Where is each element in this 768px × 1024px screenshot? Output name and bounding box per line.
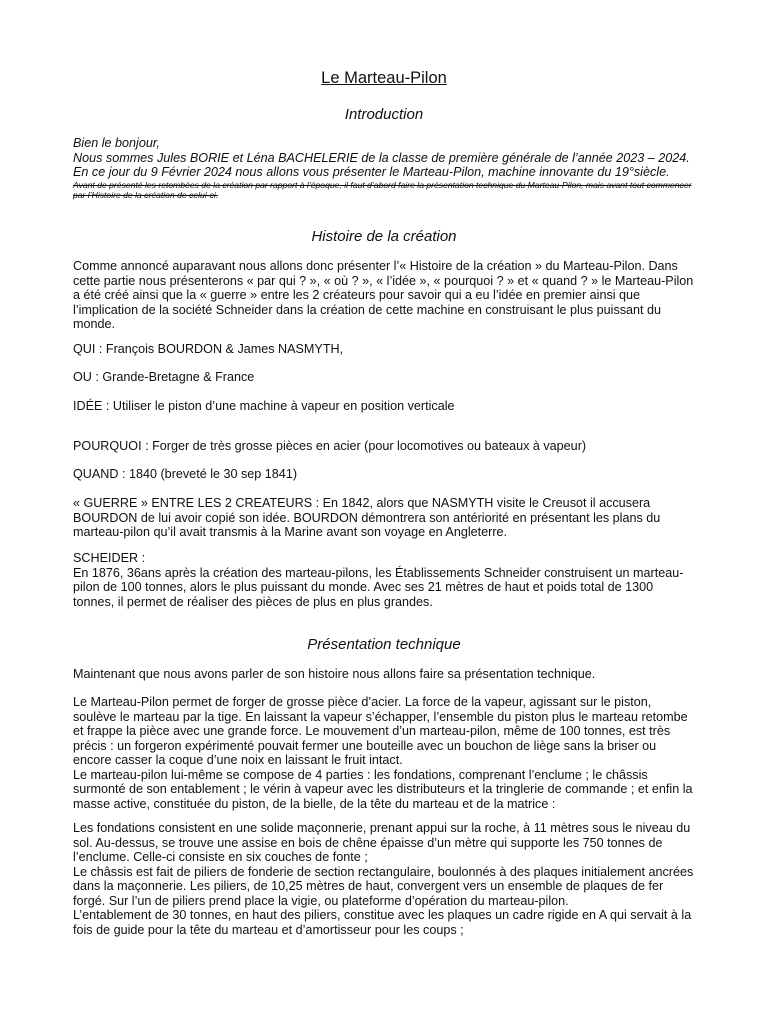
greeting-text: Bien le bonjour, — [73, 136, 160, 150]
history-pourquoi: POURQUOI : Forger de très grosse pièces en acier (pour locomotives ou bateaux à vapeur) — [73, 439, 587, 453]
introduction-heading: Introduction — [344, 106, 424, 123]
technical-description — [73, 695, 695, 811]
entablement-paragraph: L’entablement de 30 tonnes, en haut des piliers, constitue avec les plaques un cadre rigide en A qui servait à la fois de guide pour la tête du marteau et d’amortisseur pour les coups ; — [73, 908, 692, 937]
fondations-paragraph: Les fondations consistent en une solide maçonnerie, prenant appui sur la roche, à 11 mètres sous le niveau du sol. Au-dessus, se trouve une assise en bois de chêne épaisse d’un mètre qui supporte les 750 tonnes de l’enclume. Celle-ci consiste en six couches de fonte ; — [73, 821, 691, 864]
components-description — [73, 821, 695, 937]
scheider-paragraph: En 1876, 36ans après la création des marteau-pilons, les Établissements Schneider construisent un marteau-pilon de 100 tonnes, alors le plus puissant du monde. Avec ses 21 mètres de haut et poids total de 1300 tonnes, il permet de réaliser des pièces de plus en plus grandes. — [73, 565, 684, 609]
struck-through-note: Avant de présenté les retombées de la création par rapport à l’époque, il faut d’abord faire la présentation technique du Marteau-Pilon, mais avant tout commencer par l’Histoire de la création de celui-ci. — [73, 179, 692, 200]
scheider-section — [73, 551, 695, 609]
technical-heading: Présentation technique — [307, 636, 461, 653]
history-intro-paragraph: Comme annoncé auparavant nous allons donc présenter l’« Histoire de la création » du Marteau-Pilon. Dans cette partie nous présenterons « par qui ? », « où ? », « l’idée », « pourquoi ? » et « quand ? » le Marteau-Pilon a été créé ainsi que la « guerre » entre les 2 créateurs pour savoir qui a eu l’idée en premier ainsi que l’implication de la société Schneider dans la création de cette machine en construisant le plus puissant du monde. — [73, 259, 694, 331]
technical-paragraph-2: Le marteau-pilon lui-même se compose de 4 parties : les fondations, comprenant l’enclume ; le châssis surmonté de son entablement ; le vérin à vapeur avec les distributeurs et la tringlerie de commande ; et enfin la masse active, constituée du piston, de la bielle, de la tête du marteau et de la matrice : — [73, 767, 693, 811]
document-title: Le Marteau-Pilon — [321, 69, 447, 87]
technical-intro: Maintenant que nous avons parler de son histoire nous allons faire sa présentation technique. — [73, 667, 596, 681]
introduction-text: Nous sommes Jules BORIE et Léna BACHELERIE de la classe de première générale de l’année 2023 – 2024. En ce jour du 9 Février 2024 nous allons vous présenter le Marteau-Pilon, machine innovante du 19°siècle. — [73, 150, 690, 179]
history-quand: QUAND : 1840 (breveté le 30 sep 1841) — [73, 467, 298, 481]
scheider-label: SCHEIDER : — [73, 551, 146, 565]
history-idee: IDÉE : Utiliser le piston d’une machine à vapeur en position verticale — [73, 399, 455, 413]
history-ou: OU : Grande-Bretagne & France — [73, 370, 255, 384]
history-qui: QUI : François BOURDON & James NASMYTH, — [73, 342, 344, 356]
history-heading: Histoire de la création — [311, 228, 457, 245]
chassis-paragraph: Le châssis est fait de piliers de fonderie de section rectangulaire, boulonnés à des plaques initialement ancrées dans la maçonnerie. Les piliers, de 10,25 mètres de haut, convergent vers un ensemble de plaques de fer forgé. Sur l’un de piliers prend place la vigie, ou plateforme d’opération du marteau-pilon. — [73, 864, 694, 908]
introduction-section — [73, 136, 695, 201]
technical-paragraph-1: Le Marteau-Pilon permet de forger de grosse pièce d’acier. La force de la vapeur, agissant sur le piston, soulève le marteau par la tige. En laissant la vapeur s’échapper, l’ensemble du piston plus le marteau retombe et frappe la pièce avec une grande force. Le mouvement d’un marteau-pilon, même de 100 tonnes, est très précis : un forgeron expérimenté pouvait fermer une bouteille avec un bouchon de liège sans la briser ou encore casser la coque d’une noix en laissant le fruit intact. — [73, 695, 688, 767]
history-guerre-paragraph: « GUERRE » ENTRE LES 2 CREATEURS : En 1842, alors que NASMYTH visite le Creusot il accusera BOURDON de lui avoir copié son idée. BOURDON démontrera son antériorité en présentant les plans du marteau-pilon qu’il avait transmis à la Marine avant son voyage en Angleterre. — [73, 496, 661, 539]
